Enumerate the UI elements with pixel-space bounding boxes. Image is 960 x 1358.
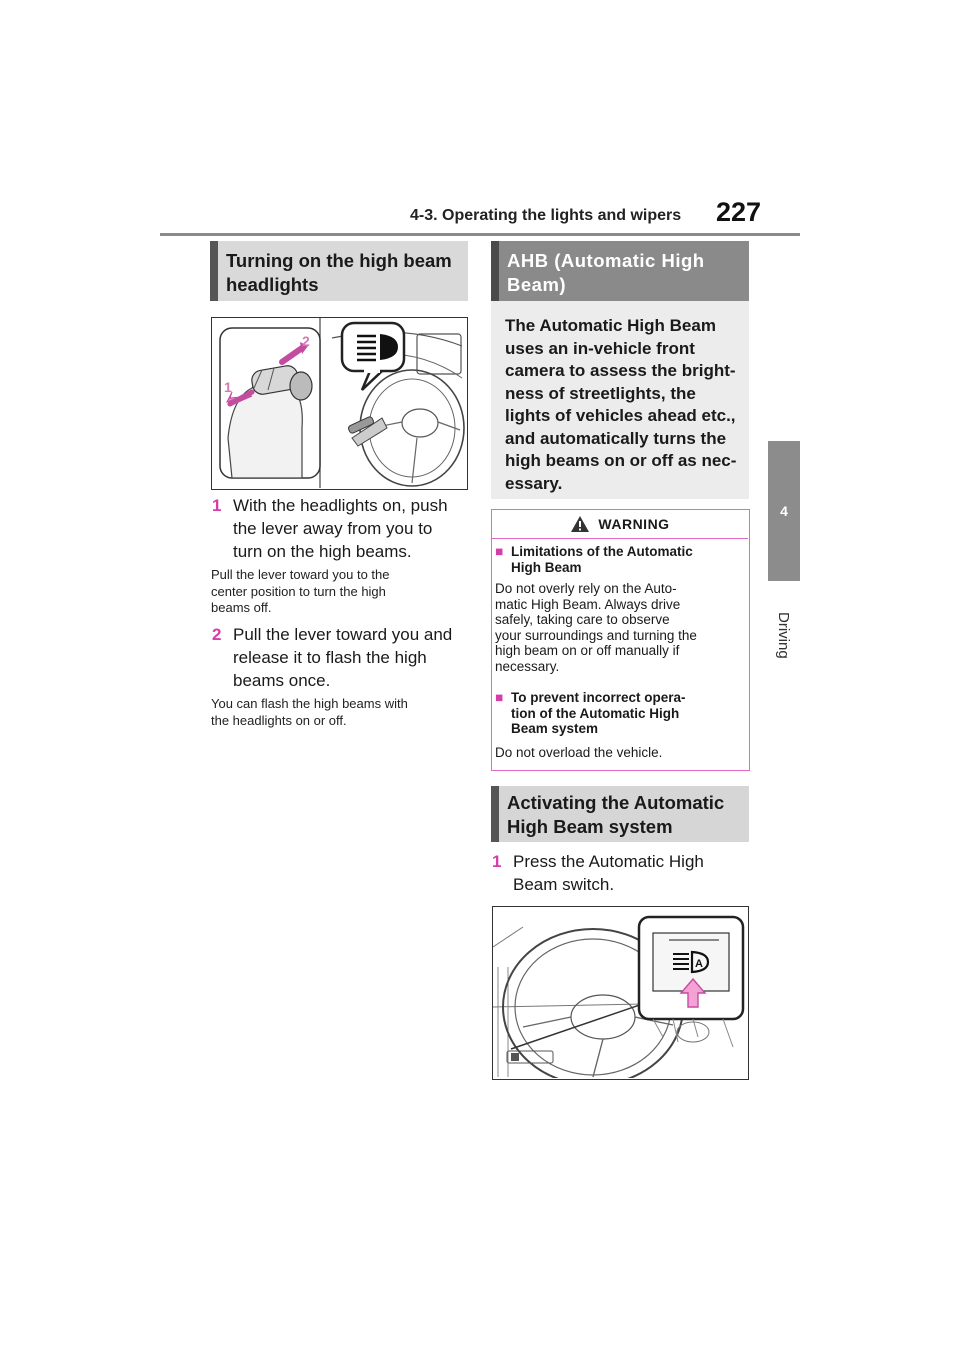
step-number: 1 — [492, 852, 502, 871]
step-line: Press the Automatic High — [513, 852, 704, 871]
warning-text-line: matic High Beam. Always drive — [495, 596, 681, 612]
warning-heading-line: tion of the Automatic High — [511, 705, 680, 721]
heading-line: headlights — [226, 274, 319, 295]
bullet-square: ■ — [495, 544, 504, 559]
warning-triangle-icon — [570, 515, 590, 533]
heading-line: Beam) — [507, 274, 567, 295]
warning-text-line: necessary. — [495, 658, 560, 674]
intro-line: high beams on or off as nec- — [505, 451, 737, 470]
header-rule — [160, 233, 800, 236]
note-line: Pull the lever toward you to the — [211, 567, 390, 582]
page-number: 227 — [716, 197, 762, 227]
heading-line: Activating the Automatic — [507, 792, 725, 813]
chapter-tab — [768, 441, 800, 581]
warning-heading-line: To prevent incorrect opera- — [511, 690, 686, 705]
ahb-switch-illustration — [493, 907, 747, 1078]
chapter-number: 4 — [780, 503, 788, 519]
section-heading-high-beam — [210, 241, 468, 301]
warning-title: WARNING — [598, 516, 670, 532]
warning-heading-line: Beam system — [511, 721, 599, 736]
step-line: the lever away from you to — [233, 519, 433, 538]
warning-heading-line: High Beam — [511, 559, 582, 575]
warning-text-line: high beam on or off manually if — [495, 643, 680, 658]
bullet-square: ■ — [495, 690, 504, 705]
warning-text-line: Do not overload the vehicle. — [495, 745, 663, 760]
lever-illustration — [212, 318, 466, 488]
step-2 — [212, 623, 472, 693]
heading-line: AHB (Automatic High — [507, 250, 705, 271]
chapter-label-text: Driving — [775, 612, 792, 659]
ahb-intro-box — [491, 301, 749, 499]
callout-number: 2 — [302, 333, 310, 349]
intro-line: essary. — [505, 473, 563, 493]
warning-text-line: your surroundings and turning the — [495, 627, 697, 643]
activate-step-1 — [492, 850, 752, 898]
step-line: Beam switch. — [513, 875, 615, 894]
switch-letter: A — [695, 958, 703, 970]
intro-line: camera to assess the bright- — [505, 361, 736, 380]
step-number: 1 — [212, 496, 222, 515]
intro-line: uses an in-vehicle front — [505, 338, 695, 358]
step-line: Pull the lever toward you and — [233, 625, 453, 644]
section-heading-activating — [491, 786, 749, 842]
intro-line: and automatically turns the — [505, 428, 727, 448]
section-heading-ahb — [491, 241, 749, 301]
warning-item-heading — [495, 544, 745, 576]
heading-line: Turning on the high beam — [226, 250, 452, 271]
step-number: 2 — [212, 625, 222, 644]
step-line: With the headlights on, push — [233, 496, 448, 515]
warning-box — [491, 509, 750, 771]
heading-line: High Beam system — [507, 816, 673, 837]
warning-item-heading — [495, 690, 745, 738]
note-line: the headlights on or off. — [211, 712, 347, 728]
step-line: release it to flash the high — [233, 648, 427, 667]
step-2-note — [211, 696, 471, 729]
warning-text-line: safely, taking care to observe — [495, 612, 670, 627]
chapter-label — [760, 612, 808, 682]
step-line: beams once. — [233, 671, 331, 690]
step-line: turn on the high beams. — [233, 542, 412, 561]
figure-ahb-switch — [492, 906, 749, 1080]
step-1 — [212, 494, 472, 564]
warning-text-line: Do not overly rely on the Auto- — [495, 581, 677, 596]
callout-number: 1 — [224, 379, 232, 395]
step-1-note — [211, 567, 471, 617]
warning-heading-line: Limitations of the Automatic — [511, 544, 693, 559]
intro-line: lights of vehicles ahead etc., — [505, 406, 736, 425]
intro-line: The Automatic High Beam — [505, 316, 716, 335]
warning-item-text — [495, 745, 747, 761]
warning-item-text — [495, 581, 747, 674]
warning-title-bar — [492, 510, 748, 539]
section-title: 4-3. Operating the lights and wipers — [410, 207, 682, 224]
step-text — [233, 623, 452, 692]
note-line: beams off. — [211, 600, 272, 615]
note-line: You can flash the high beams with — [211, 696, 408, 711]
note-line: center position to turn the high — [211, 583, 386, 599]
figure-high-beam-lever — [211, 317, 468, 490]
step-text — [233, 494, 448, 563]
intro-line: ness of streetlights, the — [505, 383, 696, 403]
step-text — [513, 850, 704, 896]
